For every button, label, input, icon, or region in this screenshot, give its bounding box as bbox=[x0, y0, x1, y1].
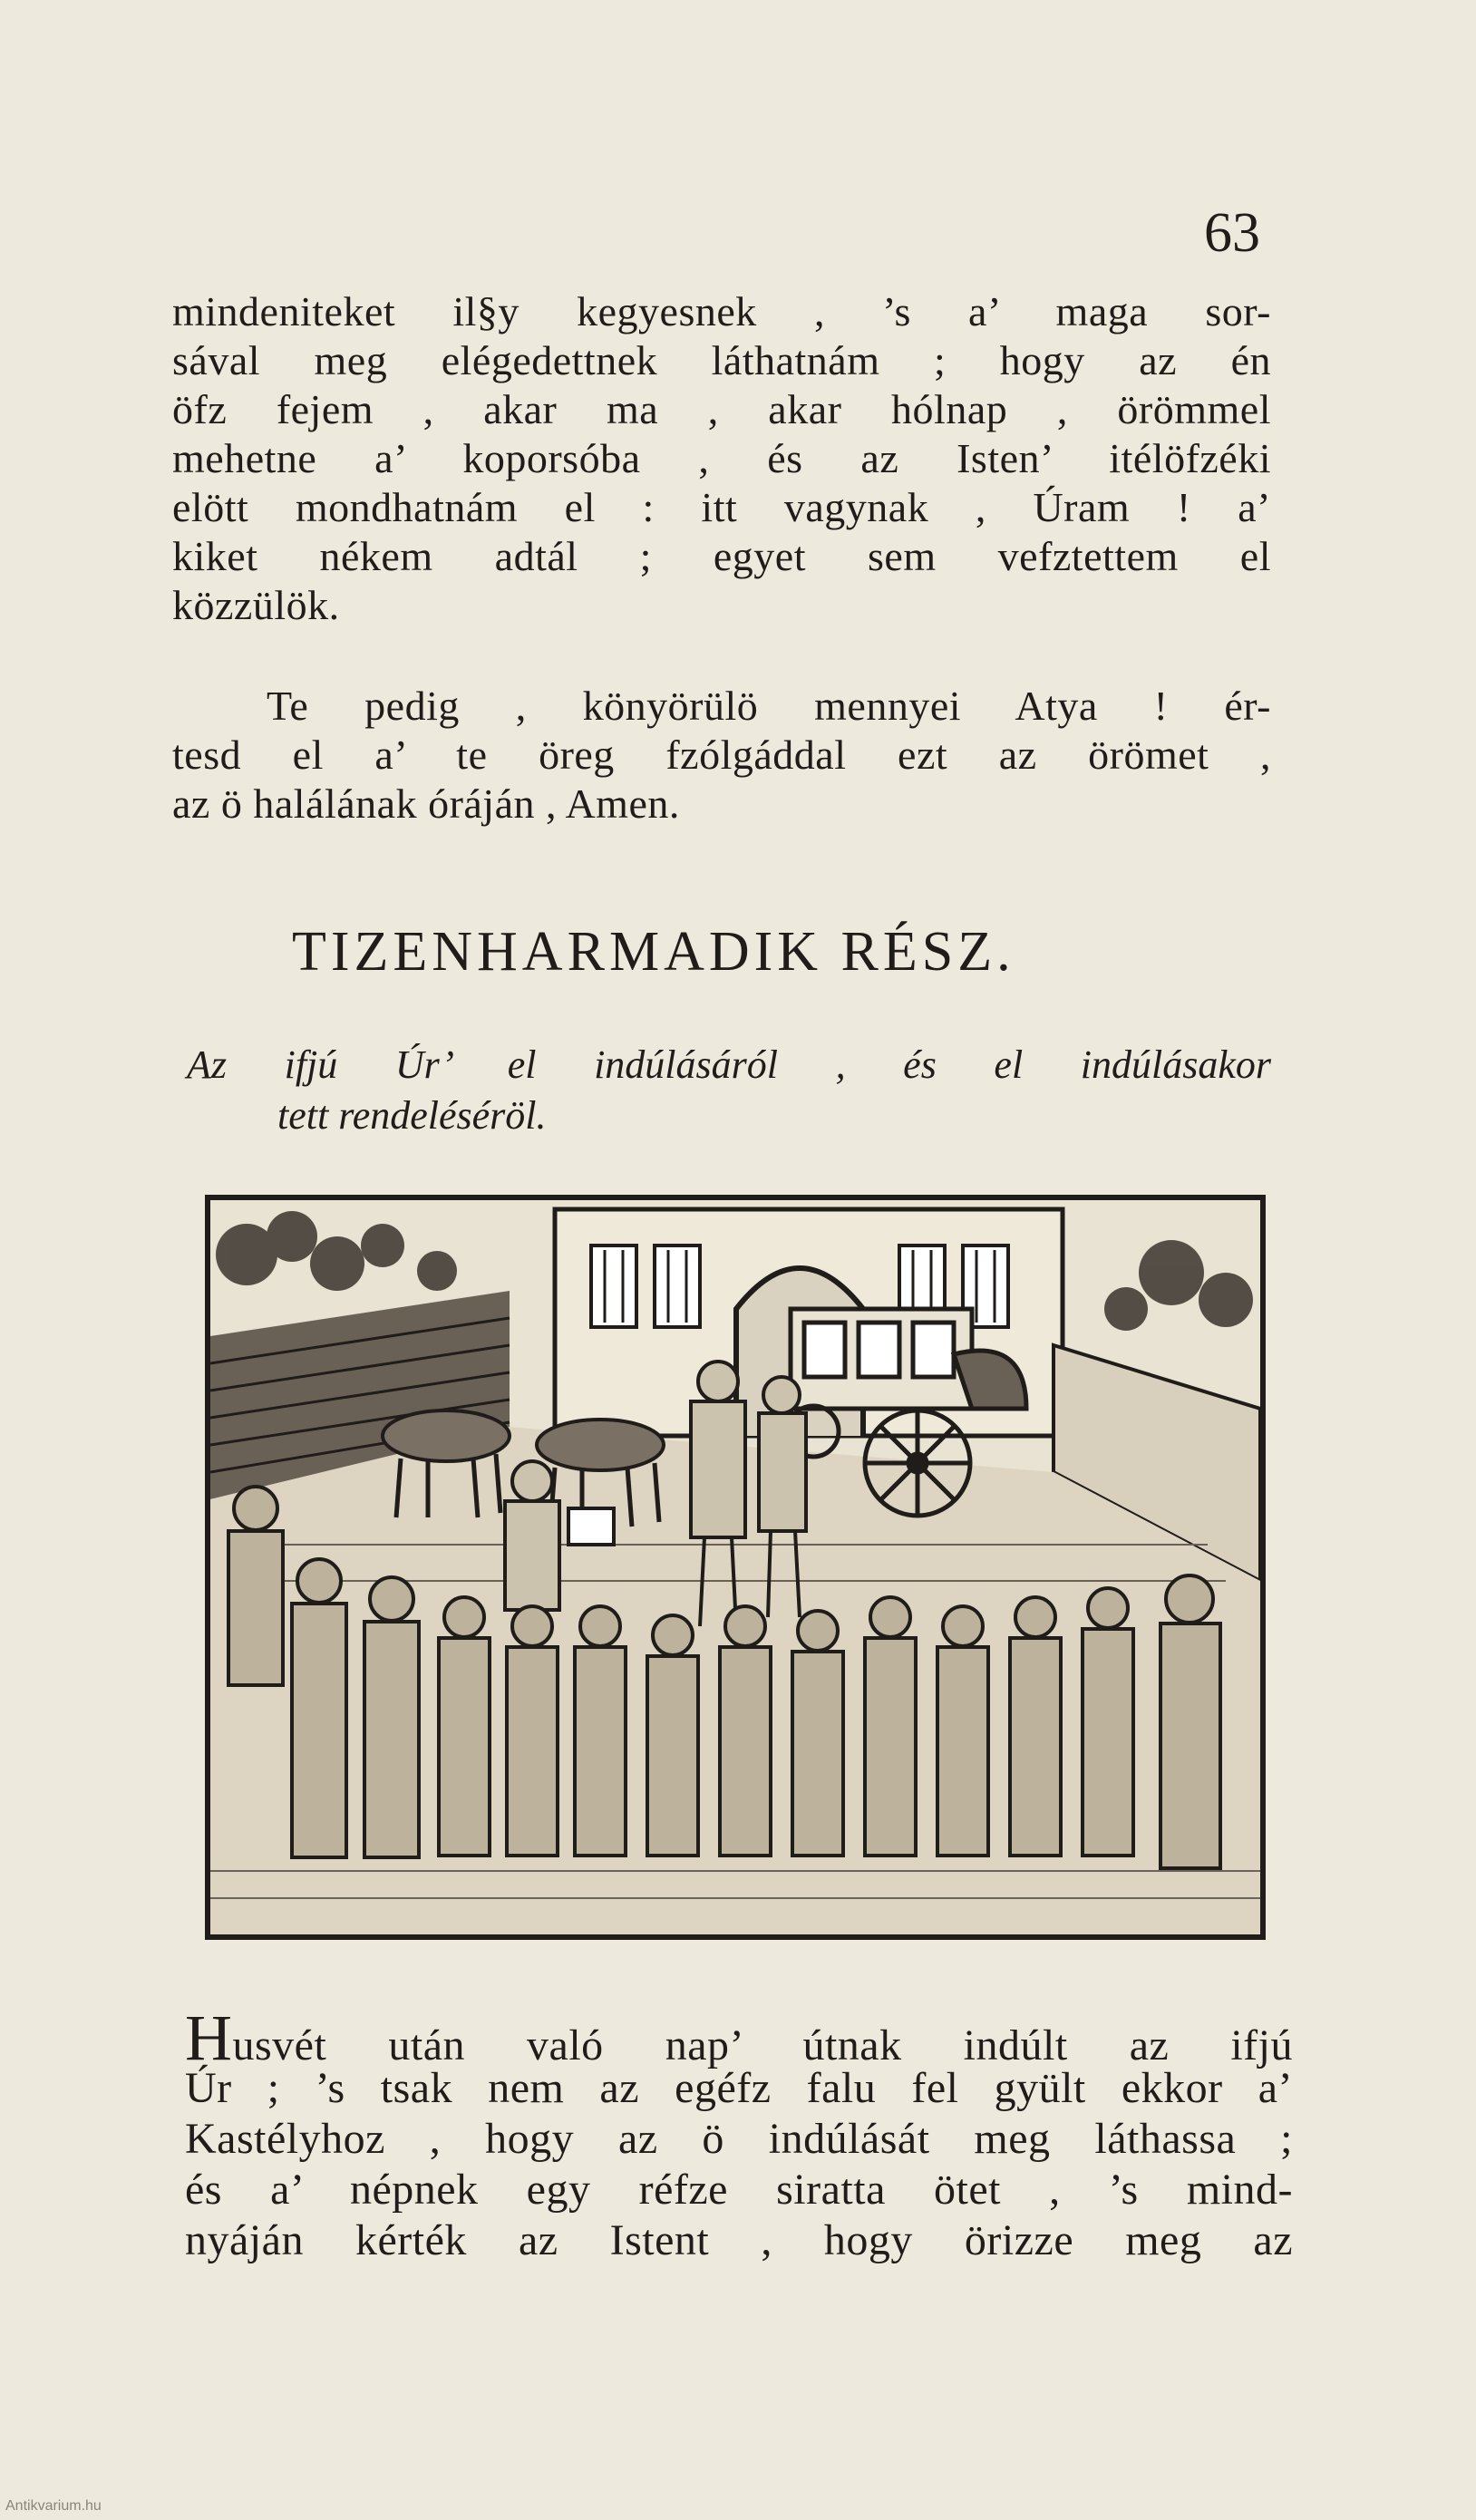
text-line: kiket nékem adtál ; egyet sem vefztettem el bbox=[172, 533, 1271, 579]
text-line bbox=[185, 2001, 1293, 2074]
text-line: elött mondhatnám el : itt vagynak , Úram ! a’ bbox=[172, 484, 1271, 530]
text-line-rest: usvét után való nap’ útnak indúlt az ifjú bbox=[232, 2021, 1293, 2069]
woodcut-illustration bbox=[205, 1195, 1266, 1940]
drop-cap: H bbox=[185, 2001, 233, 2074]
text-line: Te pedig , könyörülö mennyei Atya ! ér- bbox=[267, 683, 1271, 729]
paragraph-1 bbox=[172, 287, 1271, 630]
watermark: Antikvarium.hu bbox=[5, 2498, 102, 2514]
text-line: Kastélyhoz , hogy az ö indúlását meg láthassa ; bbox=[185, 2115, 1293, 2163]
text-line: Úr ; ’s tsak nem az egéfz falu fel gyült ekkor a’ bbox=[185, 2064, 1293, 2112]
paragraph-2 bbox=[172, 682, 1271, 829]
text-line: közzülök. bbox=[172, 582, 340, 628]
text-line: öfz fejem , akar ma , akar hólnap , örömmel bbox=[172, 386, 1271, 432]
text-line: és a’ népnek egy réfze siratta ötet , ’s mind- bbox=[185, 2166, 1293, 2214]
chapter-heading: TIZENHARMADIK RÉSZ. bbox=[292, 921, 1015, 983]
text-line: sával meg elégedettnek láthatnám ; hogy az én bbox=[172, 337, 1271, 383]
text-line: mehetne a’ koporsóba , és az Isten’ itélöfzéki bbox=[172, 435, 1271, 481]
text-line: nyáján kérték az Istent , hogy örizze meg az bbox=[185, 2216, 1293, 2264]
paragraph-3 bbox=[185, 2001, 1293, 2266]
subtitle-line: tett rendeléséröl. bbox=[277, 1093, 547, 1138]
chapter-subtitle bbox=[187, 1040, 1271, 1141]
woodcut-departure-scene-icon bbox=[210, 1200, 1260, 1934]
subtitle-line: Az ifjú Úr’ el indúlásáról , és el indúlásakor bbox=[187, 1042, 1271, 1087]
text-line: mindeniteket il§y kegyesnek , ’s a’ maga sor- bbox=[172, 288, 1271, 334]
text-line: az ö halálának óráján , Amen. bbox=[172, 780, 680, 827]
page-number: 63 bbox=[1204, 202, 1260, 264]
text-line: tesd el a’ te öreg fzólgáddal ezt az örömet , bbox=[172, 732, 1271, 778]
